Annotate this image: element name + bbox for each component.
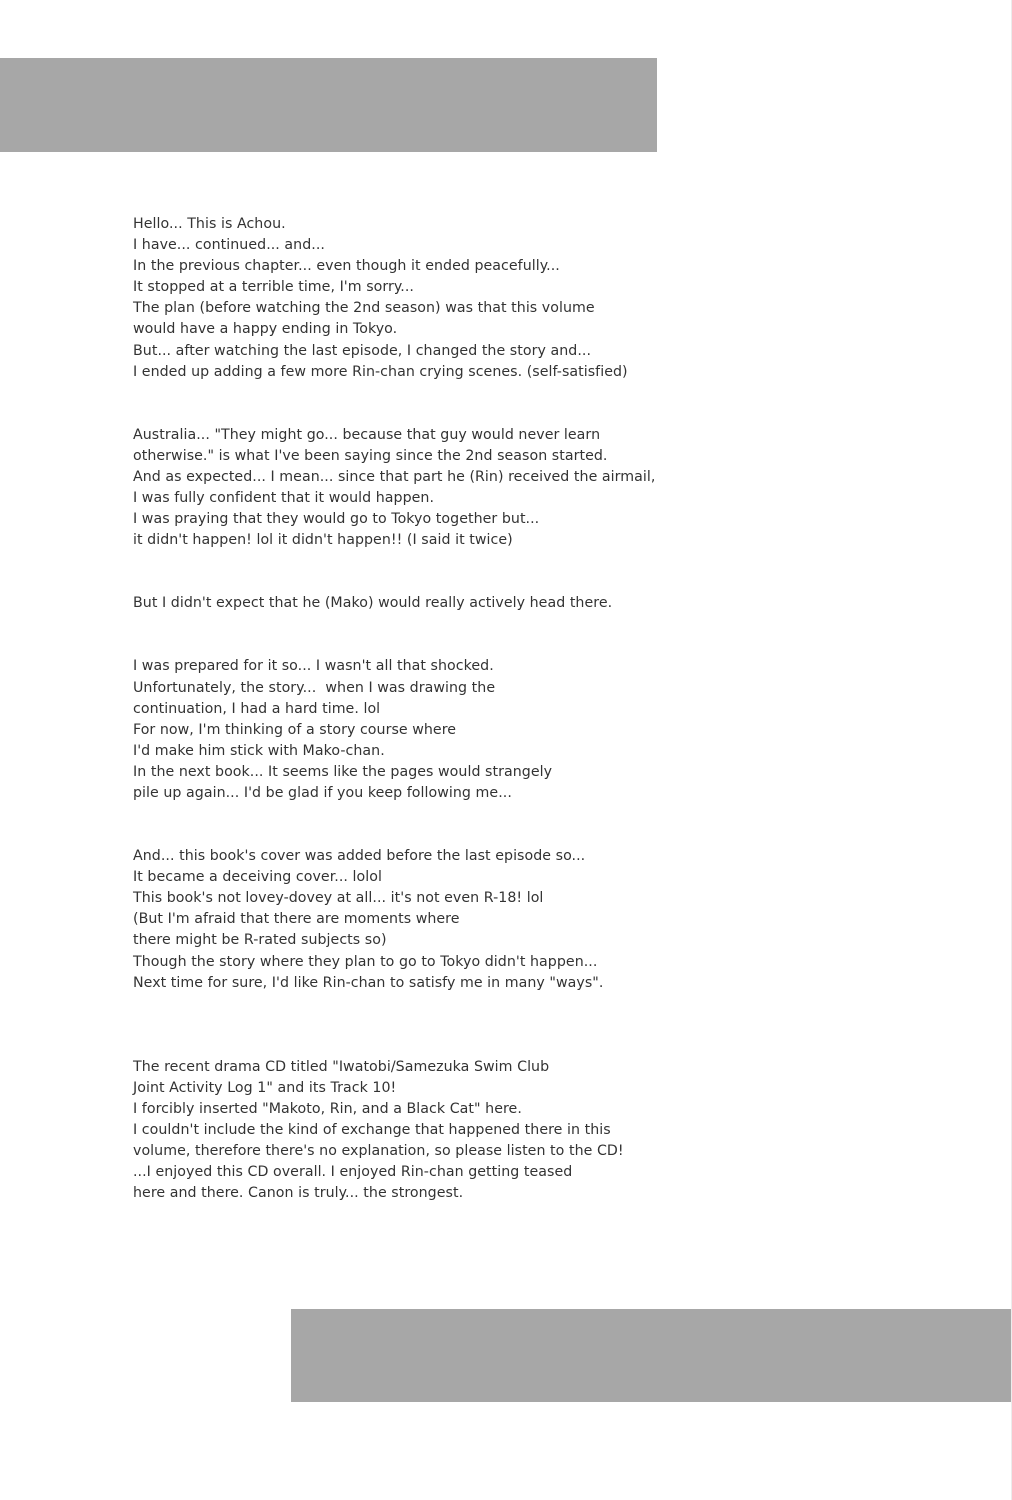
text-line: Australia... "They might go... because that guy would never learn bbox=[133, 426, 601, 443]
text-line: The plan (before watching the 2nd season) was that this volume bbox=[133, 300, 595, 317]
text-line: In the next book... It seems like the pages would strangely bbox=[133, 763, 553, 780]
text-line: I have... continued... and... bbox=[133, 237, 325, 254]
paragraph-spacer bbox=[133, 994, 693, 1057]
text-line: I ended up adding a few more Rin-chan crying scenes. (self-satisfied) bbox=[133, 363, 628, 380]
text-line: For now, I'm thinking of a story course where bbox=[133, 721, 457, 738]
author-afterword bbox=[133, 214, 693, 1204]
text-line: And... this book's cover was added before the last episode so... bbox=[133, 848, 586, 865]
text-line: here and there. Canon is truly... the strongest. bbox=[133, 1185, 464, 1202]
text-line: (But I'm afraid that there are moments where bbox=[133, 911, 460, 928]
text-line: I couldn't include the kind of exchange that happened there in this bbox=[133, 1122, 611, 1138]
paragraph-mako bbox=[133, 593, 693, 614]
text-line: pile up again... I'd be glad if you keep following me... bbox=[133, 784, 512, 801]
paragraph-spacer bbox=[133, 614, 693, 656]
text-line: But I didn't expect that he (Mako) would really actively head there. bbox=[133, 595, 613, 612]
paragraph-spacer bbox=[133, 804, 693, 846]
text-line: otherwise." is what I've been saying since the 2nd season started. bbox=[133, 447, 608, 464]
paragraph-spacer bbox=[133, 551, 693, 593]
paragraph-next-book bbox=[133, 656, 693, 804]
text-line: continuation, I had a hard time. lol bbox=[133, 700, 381, 717]
text-line: Though the story where they plan to go to Tokyo didn't happen... bbox=[133, 953, 598, 970]
text-line: I was praying that they would go to Tokyo together but... bbox=[133, 511, 540, 528]
text-line: would have a happy ending in Tokyo. bbox=[133, 321, 398, 338]
text-line: I was fully confident that it would happen. bbox=[133, 490, 435, 507]
text-line: I was prepared for it so... I wasn't all that shocked. bbox=[133, 658, 494, 675]
text-line: it didn't happen! lol it didn't happen!! (I said it twice) bbox=[133, 532, 513, 549]
paragraph-drama-cd bbox=[133, 1057, 693, 1205]
text-line: Next time for sure, I'd like Rin-chan to satisfy me in many "ways". bbox=[133, 974, 604, 991]
paragraph-spacer bbox=[133, 383, 693, 425]
top-gray-band bbox=[0, 58, 657, 152]
text-line: This book's not lovey-dovey at all... it's not even R-18! lol bbox=[133, 890, 544, 907]
paragraph-intro bbox=[133, 214, 693, 383]
text-line: I'd make him stick with Mako-chan. bbox=[133, 742, 385, 759]
bottom-gray-band bbox=[291, 1309, 1012, 1402]
text-line: Hello... This is Achou. bbox=[133, 216, 286, 232]
text-line: ...I enjoyed this CD overall. I enjoyed Rin-chan getting teased bbox=[133, 1164, 573, 1181]
text-line: volume, therefore there's no explanation, so please listen to the CD! bbox=[133, 1143, 624, 1160]
paragraph-australia bbox=[133, 425, 693, 552]
text-line: The recent drama CD titled "Iwatobi/Samezuka Swim Club bbox=[133, 1058, 550, 1075]
text-line: I forcibly inserted "Makoto, Rin, and a Black Cat" here. bbox=[133, 1100, 522, 1117]
text-line: Unfortunately, the story... when I was drawing the bbox=[133, 679, 496, 696]
text-line: But... after watching the last episode, I changed the story and... bbox=[133, 342, 592, 359]
paragraph-cover bbox=[133, 846, 693, 994]
text-line: It became a deceiving cover... lolol bbox=[133, 869, 382, 886]
text-line: In the previous chapter... even though it ended peacefully... bbox=[133, 258, 560, 275]
text-line: And as expected... I mean... since that part he (Rin) received the airmail, bbox=[133, 468, 656, 485]
text-line: there might be R-rated subjects so) bbox=[133, 932, 387, 949]
text-line: It stopped at a terrible time, I'm sorry... bbox=[133, 279, 414, 296]
text-line: Joint Activity Log 1" and its Track 10! bbox=[133, 1079, 397, 1096]
